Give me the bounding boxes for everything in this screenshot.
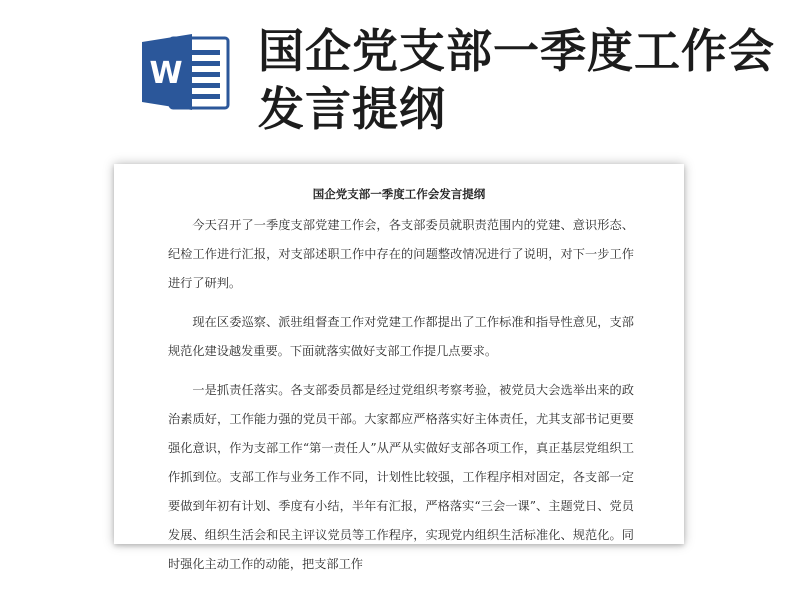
header [0, 0, 800, 150]
word-document-icon [140, 30, 232, 114]
document-body [114, 211, 684, 579]
document-title: 国企党支部一季度工作会发言提纲 [312, 187, 486, 201]
paragraph: 一是抓责任落实。各支部委员都是经过党组织考察考验，被党员大会选举出来的政治素质好，工作能力强的党员干部。大家都应严格落实好主体责任，尤其支部书记更要强化意识，作为支部工作“第一责任人”从严从实做好支部各项工作，真正基层党组织工作抓到位。支部工作与业务工作不同，计划性比较强，工作程序相对固定，各支部一定要做到年初有计划、季度有小结，半年有汇报，严格落实“三会一课”、主题党日、党员发展、组织生活会和民主评议党员等工作程序，实现党内组织生活标准化、规范化。同时强化主动工作的动能，把支部工作 [168, 383, 634, 571]
paragraph: 今天召开了一季度支部党建工作会，各支部委员就职责范围内的党建、意识形态、纪检工作进行汇报，对支部述职工作中存在的问题整改情况进行了说明，对下一步工作进行了研判。 [168, 218, 634, 290]
document-page [114, 164, 684, 571]
word-letter: W [149, 56, 183, 91]
document-content [114, 164, 684, 589]
page-title: 国企党支部一季度工作会发言提纲 [258, 24, 775, 136]
paragraph: 现在区委巡察、派驻组督查工作对党建工作都提出了工作标准和指导性意见，支部规范化建设越发重要。下面就落实做好支部工作提几点要求。 [168, 315, 634, 358]
